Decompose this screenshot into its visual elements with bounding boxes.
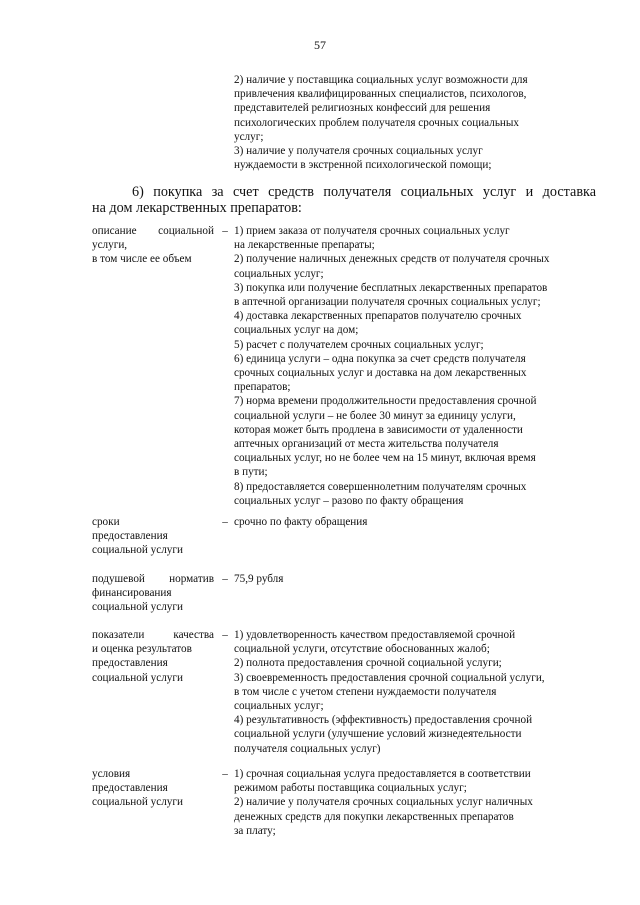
intro-line: привлечения квалифицированных специалистов, психологов, (234, 88, 527, 101)
intro-line: психологических проблем получателя срочных социальных (234, 116, 520, 129)
row-label-line: социальной услуги (92, 671, 183, 684)
row-dash: – (222, 768, 228, 780)
row-content-line: 2) получение наличных денежных средств от получателя срочных (234, 253, 550, 266)
row-label-line: сроки (92, 516, 120, 528)
row-label-line: предоставления (92, 782, 168, 795)
row-label (92, 767, 214, 810)
row-dash: – (222, 516, 228, 528)
row-content (234, 515, 594, 529)
row-content-line: за плату; (234, 824, 276, 837)
intro-line: 3) наличие у получателя срочных социальных услуг (234, 145, 483, 158)
row-content-line: на лекарственные препараты; (234, 239, 375, 252)
row-content-line: 8) предоставляется совершеннолетним получателям срочных (234, 480, 527, 493)
row-content-line: получателя социальных услуг) (234, 742, 381, 755)
row-label-line: социальной услуги (92, 544, 183, 557)
row-content-line: 7) норма времени продолжительности предоставления срочной (234, 395, 537, 408)
section-heading (92, 184, 596, 216)
row-content-line: в пути; (234, 466, 268, 479)
row-content (234, 572, 594, 586)
row-dash: – (222, 573, 228, 585)
row-label-line: финансирования (92, 587, 172, 600)
row-content-line: 4) результативность (эффективность) предоставления срочной (234, 714, 533, 727)
row-content-line: денежных средств для покупки лекарственных препаратов (234, 810, 514, 823)
row-label-line: показатели качества (92, 629, 214, 641)
row-content-line: 4) доставка лекарственных препаратов получателю срочных (234, 310, 522, 323)
row-content-line: социальных услуг; (234, 267, 324, 280)
row-content (234, 628, 594, 756)
row-content-line: которая может быть продлена в зависимости от удаленности (234, 423, 523, 436)
row-content-line: 3) покупка или получение бесплатных лекарственных препаратов (234, 281, 548, 294)
row-content-line: срочно по факту обращения (234, 516, 368, 528)
intro-text (234, 73, 594, 172)
intro-line: представителей религиозных конфессий для решения (234, 102, 491, 115)
row-content-line: социальных услуг, но не более чем на 15 минут, включая время (234, 452, 536, 465)
row-content-line: 2) наличие у получателя срочных социальных услуг наличных (234, 796, 533, 809)
row-content-line: 1) срочная социальная услуга предоставляется в соответствии (234, 768, 531, 780)
row-content-line: 1) удовлетворенность качеством предоставляемой срочной (234, 629, 516, 641)
row-label (92, 515, 214, 558)
row-content-line: 3) своевременность предоставления срочной социальной услуги, (234, 671, 545, 684)
row-content-line: в аптечной организации получателя срочных социальных услуг; (234, 296, 541, 309)
row-label (92, 628, 214, 685)
row-content-line: срочных социальных услуг и доставка на дом лекарственных (234, 367, 527, 380)
row-label-line: в том числе ее объем (92, 253, 192, 266)
row-label-line: предоставления (92, 657, 168, 670)
heading-line: 6) покупка за счет средств получателя социальных услуг и доставка (132, 184, 596, 200)
row-content-line: режимом работы поставщика социальных услуг; (234, 782, 467, 795)
row-content-line: 5) расчет с получателем срочных социальных услуг; (234, 338, 484, 351)
row-content-line: 75,9 рубля (234, 573, 284, 585)
row-label (92, 224, 214, 267)
row-content-line: социальных услуг; (234, 700, 324, 713)
row-content-line: в том числе с учетом степени нуждаемости получателя (234, 685, 497, 698)
row-content-line: социальной услуги (улучшение условий жизнедеятельности (234, 728, 522, 741)
intro-line: 2) наличие у поставщика социальных услуг возможности для (234, 74, 528, 86)
row-content-line: аптечных организаций от места жительства получателя (234, 438, 499, 451)
heading-line: на дом лекарственных препаратов: (92, 200, 302, 216)
intro-line: нуждаемости в экстренной психологической помощи; (234, 159, 492, 172)
row-content (234, 224, 594, 508)
row-label-line: условия (92, 768, 131, 780)
row-label (92, 572, 214, 615)
row-content-line: 1) прием заказа от получателя срочных социальных услуг (234, 225, 510, 237)
row-content-line: 6) единица услуги – одна покупка за счет средств получателя (234, 352, 526, 365)
row-dash: – (222, 629, 228, 641)
row-content-line: препаратов; (234, 381, 291, 394)
row-label-line: социальной услуги (92, 796, 183, 809)
row-content-line: социальных услуг – разово по факту обращения (234, 494, 464, 507)
row-content-line: 2) полнота предоставления срочной социальной услуги; (234, 657, 502, 670)
row-label-line: подушевой норматив (92, 573, 214, 585)
row-content (234, 767, 594, 838)
intro-line: услуг; (234, 130, 264, 143)
row-content-line: социальной услуги – не более 30 минут за единицу услуги, (234, 409, 516, 422)
page-number: 57 (314, 38, 326, 52)
row-label-line: услуги, (92, 239, 128, 252)
row-label-line: предоставления (92, 530, 168, 543)
row-label-line: и оценка результатов (92, 643, 192, 656)
row-label-line: социальной услуги (92, 601, 183, 614)
row-content-line: социальной услуги, отсутствие обоснованных жалоб; (234, 643, 490, 656)
row-label-line: описание социальной (92, 225, 214, 237)
row-dash: – (222, 225, 228, 237)
row-content-line: социальных услуг на дом; (234, 324, 359, 337)
